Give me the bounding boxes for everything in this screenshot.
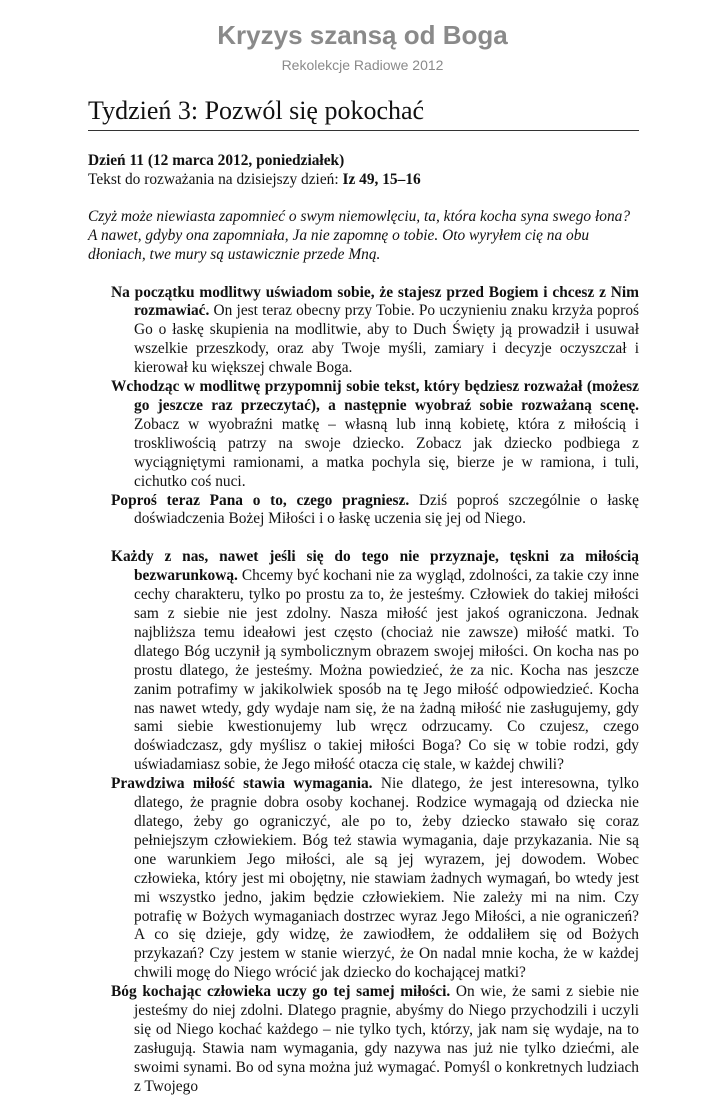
series-title: Kryzys szansą od Boga: [217, 20, 508, 50]
paragraph-lead: Bóg kochając człowieka uczy go tej samej miłości.: [111, 983, 451, 1001]
paragraph: [111, 492, 639, 530]
document-body: [88, 152, 639, 1097]
paragraph-text: Zobacz w wyobraźni matkę – własną lub inną kobietę, która z miłością i troskliwością patrzy na swoje dziecko. Zobacz jak dziecko podbiega z wyciągniętymi ramionami, a matka pochyla się, bierze je w ramiona, i tuli, cichutko coś nuci.: [134, 415, 639, 490]
paragraph: [111, 548, 639, 775]
paragraph-text: Dziś poproś szczególnie o łaskę doświadczenia Bożej Miłości i o łaskę uczenia się jej od Niego.: [134, 491, 639, 528]
paragraph-text: On wie, że sami z siebie nie jesteśmy do niej zdolni. Dlatego pragnie, abyśmy do Niego przychodzili i uczyli się od Niego kochać każdego – nie tylko tych, którzy, jak nam się wydaje, na to zasługują. Stawia nam wymagania, gdy nazywa nas już nie tylko dziećmi, ale swoimi synami. Bo od syna można już wymagać. Pomyśl o konkretnych ludziach z Twojego: [134, 983, 640, 1095]
paragraph-lead: Wchodząc w modlitwę przypomnij sobie tekst, który będziesz rozważał (możesz go jeszcze raz przeczytać), a następnie wyobraź sobie rozważaną scenę.: [111, 378, 639, 414]
series-subtitle: Rekolekcje Radiowe 2012: [281, 57, 444, 73]
reading-line: [88, 171, 639, 190]
title-rule: [88, 130, 639, 131]
scripture-reference: Iz 49, 15–16: [342, 170, 421, 188]
paragraph: [111, 775, 639, 983]
paragraph: [111, 983, 639, 1096]
scripture-quote: Czyż może niewiasta zapomnieć o swym niemowlęciu, ta, która kocha syna swego łona? A nawet, gdyby ona zapomniała, Ja nie zapomnę o tobie. Oto wyryłem cię na obu dłoniach, twe mury są ustawicznie przede Mną.: [88, 207, 631, 263]
prayer-steps: [88, 284, 639, 530]
meditation-points: [88, 548, 639, 1096]
paragraph-lead: Każdy z nas, nawet jeśli się do tego nie przyznaje, tęskni za miłością bezwarunkową.: [111, 548, 639, 585]
paragraph-text: Chcemy być kochani nie za wygląd, zdolności, za takie czy inne cechy charakteru, tylko po prostu za to, że jesteśmy. Człowiek do takiej miłości sam z siebie nie jest zdolny. Nasza miłość jest jakoś ograniczona. Jednak najbliższa temu ideałowi jest często (chociaż nie zawsze) miłość matki. To dlatego Bóg uczynił ją symbolicznym obrazem swojej miłości. On kocha nas po prostu dlatego, że jesteśmy. Można powiedzieć, że za nic. Kocha nas jeszcze zanim potrafimy w jakikolwiek sposób na tę Jego miłość odpowiedzieć. Kocha nas nawet wtedy, gdy wydaje nam się, że na żadną miłość nie zasługujemy, gdy sami siebie kwestionujemy lub wręcz odrzucamy. Co czujesz, czego doświadczasz, gdy myślisz o takiej miłości Boga? Co się w tobie rodzi, gdy uświadamiasz sobie, że Jego miłość otacza cię stale, w każdej chwili?: [134, 567, 639, 774]
reading-label: Tekst do rozważania na dzisiejszy dzień:: [88, 170, 343, 188]
paragraph: [111, 378, 639, 491]
paragraph: [111, 284, 639, 379]
paragraph-lead: Na początku modlitwy uświadom sobie, że stajesz przed Bogiem i chcesz z Nim rozmawiać.: [111, 283, 639, 320]
paragraph-lead: Poproś teraz Pana o to, czego pragniesz.: [111, 491, 410, 509]
paragraph-lead: Prawdziwa miłość stawia wymagania.: [111, 775, 373, 793]
paragraph-text: On jest teraz obecny przy Tobie. Po uczynieniu znaku krzyża poproś Go o łaskę skupienia na modlitwie, aby to Duch Święty ją prowadził i usuwał wszelkie przeszkody, oraz aby Twoje myśli, zamiary i decyzje oczyszczał i kierował ku większej chwale Boga.: [134, 302, 639, 377]
paragraph-text: Nie dlatego, że jest interesowna, tylko dlatego, że pragnie dobra osoby kochanej. Rodzice wymagają od dziecka nie dlatego, żeby go ograniczyć, ale po to, żeby dziecko stawało się coraz pełniejszym człowiekiem. Bóg też stawia wymagania, daje przykazania. Nie są one warunkiem Jego miłości, ale są jej wyrazem, jej dowodem. Wobec człowieka, który jest mi obojętny, nie stawiam żadnych wymagań, bo wtedy jest mi wszystko jedno, jakim będzie człowiekiem. Nie zależy mi na nim. Czy potrafię w Bożych wymaganiach dostrzec wyraz Jego Miłości, a nie ograniczeń? A co się dzieje, gdy widzę, że zawiodłem, że oddaliłem się od Bożych przykazań? Czy jestem w stanie wierzyć, że On nadal mnie kocha, że w każdej chwili mogę do Niego wrócić jak dziecko do kochającej matki?: [134, 775, 639, 982]
week-title: Tydzień 3: Pozwól się pokochać: [88, 96, 425, 125]
day-heading: Dzień 11 (12 marca 2012, poniedziałek): [88, 152, 345, 169]
